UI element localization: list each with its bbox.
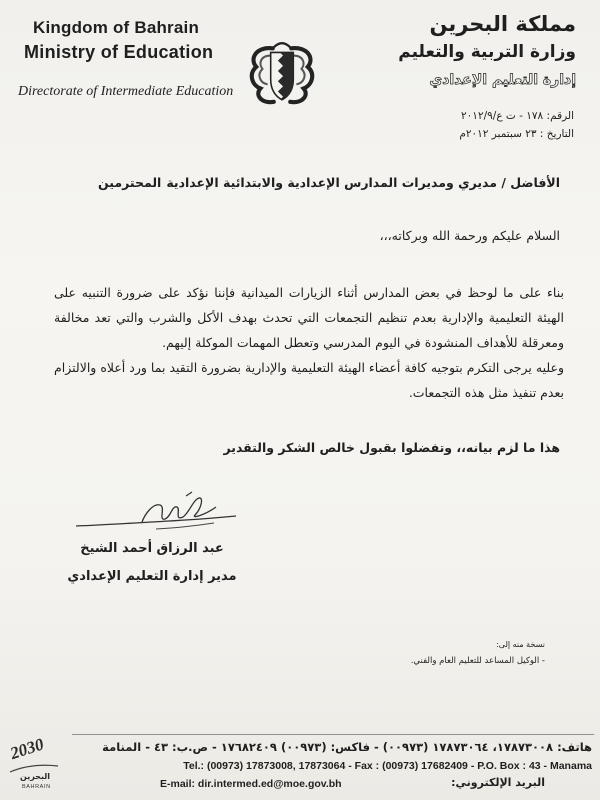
header-en-ministry: Ministry of Education bbox=[24, 42, 214, 62]
signature-block bbox=[52, 535, 252, 591]
vision-year: 2030 bbox=[7, 734, 47, 764]
header-ar-directorate: إدارة التعليم الإعدادي bbox=[429, 72, 576, 88]
handwritten-signature bbox=[74, 490, 239, 536]
vision-ar: البحرين bbox=[20, 772, 50, 781]
signatory-title: مدير إدارة التعليم الإعدادي bbox=[67, 569, 237, 584]
vision-en: BAHRAIN bbox=[22, 784, 51, 790]
bahrain-2030-logo bbox=[6, 734, 72, 796]
footer-email-label-ar: البريد الإلكتروني: bbox=[451, 776, 545, 789]
header-ar-kingdom: مملكة البحرين bbox=[429, 12, 576, 36]
letter-body bbox=[54, 280, 564, 405]
footer-contact-en: Tel.: (00973) 17873008, 17873064 - Fax : (00973) 17682409 - P.O. Box : 43 - Manama bbox=[183, 760, 592, 772]
addressee: الأفاضل / مديري ومديرات المدارس الإعدادية والابتدائية الإعدادية bbox=[166, 175, 560, 190]
footer-divider bbox=[72, 734, 594, 735]
header-en-kingdom: Kingdom of Bahrain bbox=[33, 18, 200, 37]
footer-email: E-mail: dir.intermed.ed@moe.gov.bh bbox=[160, 778, 342, 790]
body-paragraph-1: بناء على ما لوحظ في بعض المدارس أثناء الزيارات الميدانية فإننا نؤكد على ضرورة التنبيه على الهيئة التعليمية والإدارية بعدم تنظيم التجمعات التي تحدث بهدف الأكل والشرب والتي تعد مخالفة ومعرقلة للأهداف المنشودة في اليوم المدرسي وتعطل المهمات الموكلة إليهم. bbox=[54, 285, 564, 350]
reference-date: التاريخ : ٢٣ سبتمبر ٢٠١٢م bbox=[459, 128, 574, 140]
cc-recipient: - الوكيل المساعد للتعليم العام والفني. bbox=[410, 656, 545, 666]
footer-contact-ar: هاتف: ١٧٨٧٣٠٠٨، ١٧٨٧٣٠٦٤ (٠٠٩٧٣) - فاكس: (٠٠٩٧٣) ١٧٦٨٢٤٠٩ - ص.ب: ٤٣ - المنامة bbox=[102, 740, 592, 754]
greeting: السلام عليكم ورحمة الله وبركاته،،، bbox=[379, 228, 560, 243]
header-ar-ministry: وزارة التربية والتعليم bbox=[398, 42, 576, 62]
closing-line: هذا ما لزم بيانه،، وتفضلوا بقبول خالص الشكر والتقدير bbox=[223, 440, 560, 455]
addressee-title: المحترمين bbox=[98, 175, 162, 190]
cc-label: نسخة منه إلى: bbox=[496, 640, 545, 649]
reference-number: الرقم: ١٧٨ - ت ع/٢٠١٢/٩ bbox=[461, 110, 574, 122]
header-en-directorate: Directorate of Intermediate Education bbox=[18, 84, 234, 99]
bahrain-emblem-icon bbox=[246, 36, 318, 108]
signatory-name: عبد الرزاق أحمد الشيخ bbox=[80, 541, 224, 556]
body-paragraph-2: وعليه يرجى التكرم بتوجيه كافة أعضاء الهيئة التعليمية والإدارية بضرورة التقيد بما ورد أعلاه والالتزام بعدم تنفيذ مثل هذه التجمعات. bbox=[54, 360, 564, 400]
